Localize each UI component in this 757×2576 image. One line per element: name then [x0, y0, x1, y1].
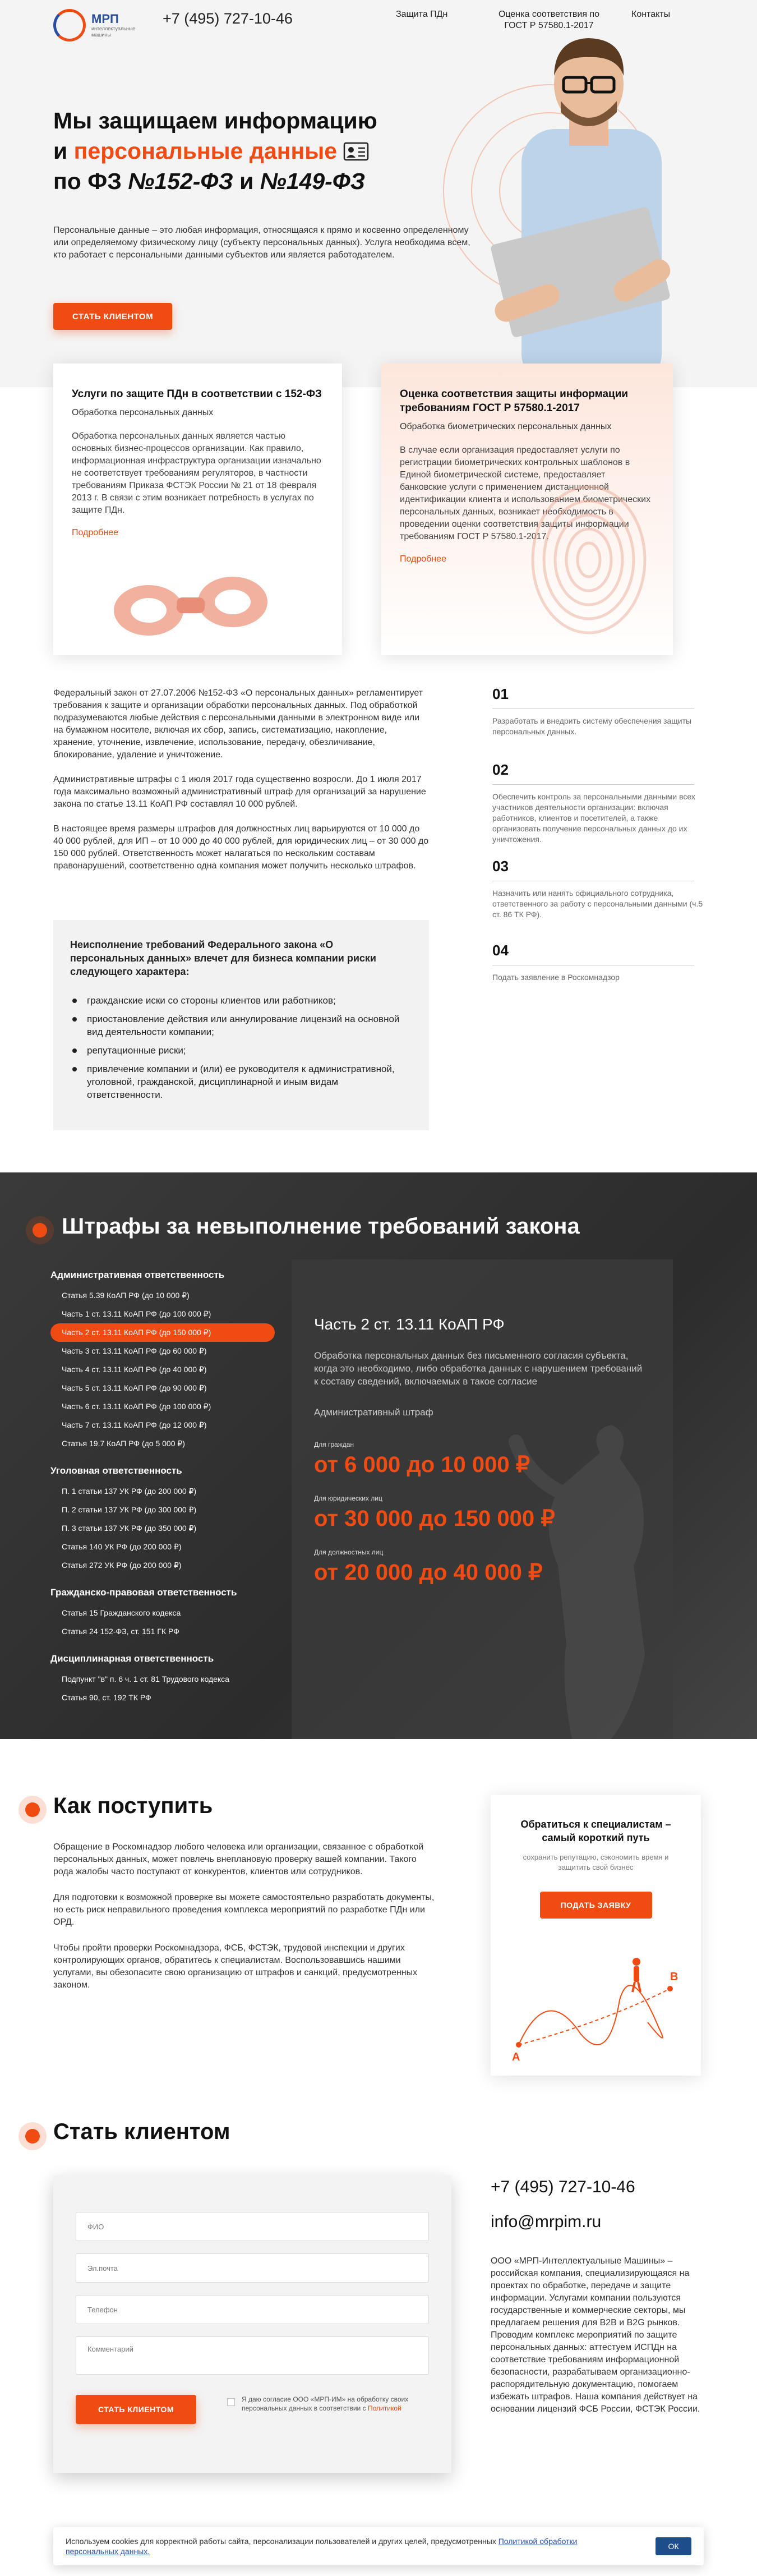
step-item	[492, 858, 705, 942]
cookie-banner	[53, 2527, 704, 2565]
fine-row-value: от 20 000 до 40 000 ₽	[314, 1560, 543, 1585]
card-title: Услуги по защите ПДн в соответствии с 152-ФЗ	[72, 388, 322, 400]
law-paragraph: Административные штрафы с 1 июля 2017 года существенно возросли. До 1 июля 2017 года максимально возможный административный штраф для организаций за нарушение закона по статье 13.11 КоАП РФ составлял 10 000 рублей.	[53, 775, 426, 809]
contact-phone[interactable]: +7 (495) 727-10-46	[491, 2178, 635, 2196]
logo-subtitle: интеллектуальные машины	[91, 26, 136, 38]
fine-item[interactable]: Часть 6 ст. 13.11 КоАП РФ (до 100 000 ₽)	[62, 1402, 211, 1411]
card-title: Оценка соответствия защиты информации требованиям ГОСТ Р 57580.1-2017	[400, 388, 629, 414]
consent-checkbox[interactable]	[227, 2398, 235, 2406]
fine-detail-text: Обработка персональных данных без письменного согласия субъекта, когда это необходимо, либо обработка данных с нарушением требований к составу сведений, включаемых в такое согласие	[314, 1350, 643, 1387]
fines-category: Дисциплинарная ответственность	[50, 1653, 214, 1664]
id-card-icon	[343, 142, 369, 161]
risks-list	[70, 994, 412, 1101]
become-client-button[interactable]: СТАТЬ КЛИЕНТОМ	[53, 303, 172, 330]
step-number: 04	[492, 942, 509, 959]
card-subtitle: Обработка биометрических персональных данных	[400, 422, 612, 431]
section-dot	[25, 1802, 40, 1817]
fine-item[interactable]: Часть 5 ст. 13.11 КоАП РФ (до 90 000 ₽)	[62, 1383, 207, 1392]
fines-category: Гражданско-правовая ответственность	[50, 1587, 237, 1598]
card-more-link[interactable]: Подробнее	[400, 554, 446, 564]
comment-field[interactable]	[76, 2336, 429, 2375]
policy-link[interactable]: Политикой	[367, 2404, 401, 2412]
fine-item[interactable]: Статья 15 Гражданского кодекса	[62, 1608, 181, 1617]
list-item: приостановление действия или аннулирование лицензий на основной вид деятельности компании;	[70, 1013, 412, 1038]
fine-item[interactable]: Подпункт "в" п. 6 ч. 1 ст. 81 Трудового кодекса	[62, 1675, 229, 1683]
law-152: №152-ФЗ	[128, 168, 233, 194]
law-paragraph: Федеральный закон от 27.07.2006 №152-ФЗ «О персональных данных» регламентирует требования к защите и организации обработки персональных данных. Под обработкой подразумеваются любые действия с персональными данными в электронном виде или на бумажном носителе, включая их сбор, запись, систематизацию, накопление, хранение, уточнение, извлечение, использование, передачу, обезличивание, блокирование, удаление и уничтожение.	[53, 688, 423, 760]
fines-section	[0, 1172, 757, 1739]
howto-text	[53, 1841, 435, 1991]
fine-item[interactable]: Статья 90, ст. 192 ТК РФ	[62, 1693, 151, 1702]
point-b-label: В	[670, 1971, 678, 1983]
fine-item[interactable]: Часть 4 ст. 13.11 КоАП РФ (до 40 000 ₽)	[62, 1365, 207, 1374]
logo-title: МРП	[91, 12, 119, 26]
fine-item[interactable]: Статья 272 УК РФ (до 200 000 ₽)	[62, 1561, 182, 1570]
hero-title-line1: Мы защищаем информацию	[53, 108, 377, 134]
client-form	[53, 2175, 451, 2473]
point-a-label: А	[512, 2051, 520, 2063]
fine-item[interactable]: П. 1 статьи 137 УК РФ (до 200 000 ₽)	[62, 1487, 197, 1496]
cookie-text	[66, 2536, 626, 2556]
phone-field[interactable]	[76, 2295, 429, 2324]
specialists-text: сохранить репутацию, сэкономить время и защитить свой бизнес	[523, 1853, 669, 1871]
fine-row-value: от 6 000 до 10 000 ₽	[314, 1452, 530, 1477]
header-phone[interactable]: +7 (495) 727-10-46	[163, 10, 293, 27]
company-about: ООО «МРП-Интеллектуальные Машины» – российская компания, специализирующаяся на проектах по обработке, передаче и защите информации. Услугами компании пользуются государственные и коммерческие секторы, мы предлагаем решения для B2B и B2G рынков. Проводим комплекс мероприятий по защите персональных данных: аттестуем ИСПДн на соответствие требованиям информационной безопасности, разрабатываем организационно-распорядительную документацию, помогаем избежать штрафов. Наша компания действует на основании лицензий ФСБ России, ФСТЭК России.	[491, 2256, 700, 2414]
fines-title: Штрафы за невыполнение требований закона	[62, 1214, 580, 1239]
service-card-gost	[381, 364, 673, 655]
fine-item[interactable]: Часть 7 ст. 13.11 КоАП РФ (до 12 000 ₽)	[62, 1420, 207, 1429]
consent-label: Я даю согласие ООО «МРП-ИМ» на обработку своих персональных данных в соответствии с	[242, 2395, 409, 2412]
law-149: №149-ФЗ	[260, 168, 366, 194]
fine-item[interactable]: Часть 1 ст. 13.11 КоАП РФ (до 100 000 ₽)	[62, 1309, 211, 1318]
list-item: репутационные риски;	[70, 1044, 412, 1057]
fine-row-label: Для должностных лиц	[314, 1548, 384, 1556]
hero-title-and: и	[239, 168, 254, 194]
name-field[interactable]	[76, 2212, 429, 2241]
nav-gost-assessment[interactable]: Оценка соответствия по ГОСТ Р 57580.1-2017	[498, 10, 600, 30]
fine-item-active[interactable]: Часть 2 ст. 13.11 КоАП РФ (до 150 000 ₽)	[50, 1323, 275, 1342]
fine-item[interactable]: П. 2 статьи 137 УК РФ (до 300 000 ₽)	[62, 1505, 197, 1514]
contact-info	[491, 2178, 704, 2416]
fine-row-label: Для граждан	[314, 1441, 354, 1448]
step-divider	[492, 784, 694, 785]
specialists-box	[491, 1795, 701, 2076]
step-text: Назначить или нанять официального сотрудника, ответственного за работу с персональными данными (ч.5 ст. 86 ТК РФ).	[492, 889, 703, 919]
step-number: 01	[492, 686, 509, 702]
handcuffs-illustration	[107, 563, 275, 641]
submit-request-button[interactable]: ПОДАТЬ ЗАЯВКУ	[540, 1892, 652, 1919]
card-subtitle: Обработка персональных данных	[72, 408, 214, 417]
cookie-ok-button[interactable]: ОК	[656, 2537, 691, 2555]
card-more-link[interactable]: Подробнее	[72, 528, 118, 537]
list-item: привлечение компании и (или) ее руководителя к административной, уголовной, гражданской, дисциплинарной и иным видам ответственности.	[70, 1062, 412, 1101]
fine-penalty-label: Административный штраф	[314, 1407, 433, 1418]
hero-title-prefix: и	[53, 138, 68, 164]
fines-category: Административная ответственность	[50, 1269, 225, 1280]
howto-title: Как поступить	[53, 1793, 213, 1818]
contact-email[interactable]: info@mrpim.ru	[491, 2212, 602, 2231]
hero-section	[0, 0, 757, 387]
card-text: Обработка персональных данных является частью основных бизнес-процессов организации. Как правило, информационная инфраструктура организации изначально не соответствует требованиям регуляторов, в частности требованиям Приказа ФСТЭК России № 21 от 18 февраля 2013 г. В связи с этим возникает потребность в услугах по защите ПДн.	[72, 431, 321, 515]
step-text: Обеспечить контроль за персональными данными всех участников деятельности организации: включая работников, клиентов и посетителей, а также организовать получение персональных данных до их уничтожения.	[492, 792, 695, 844]
logo[interactable]	[53, 9, 135, 42]
steps-list	[492, 686, 705, 983]
email-field[interactable]	[76, 2253, 429, 2283]
section-dot	[25, 2129, 40, 2143]
hero-title	[53, 105, 457, 196]
hero-description: Персональные данные – это любая информация, относящаяся к прямо и косвенно определенному или определяемому физическому лицу (субъекту персональных данных). Услуга необходима всем, кто работает с персональными данными субъектов или является работодателем.	[53, 226, 470, 260]
submit-client-button[interactable]: СТАТЬ КЛИЕНТОМ	[76, 2395, 196, 2424]
fine-row-label: Для юридических лиц	[314, 1494, 382, 1502]
hero-title-line3: по ФЗ	[53, 168, 122, 194]
law-text-block	[53, 687, 429, 872]
fine-item[interactable]: Статья 24 152-ФЗ, ст. 151 ГК РФ	[62, 1627, 179, 1636]
hero-title-accent: персональные данные	[73, 138, 338, 164]
consent-text	[242, 2395, 421, 2413]
fines-menu	[50, 1269, 286, 1707]
specialists-title: Обратиться к специалистам – самый короткий путь	[520, 1819, 671, 1843]
fine-item[interactable]: Часть 3 ст. 13.11 КоАП РФ (до 60 000 ₽)	[62, 1346, 207, 1355]
step-item	[492, 686, 705, 761]
step-item	[492, 761, 705, 858]
service-card-pdn	[53, 364, 342, 655]
step-item	[492, 942, 705, 983]
section-dot	[33, 1223, 47, 1238]
fine-item[interactable]: П. 3 статьи 137 УК РФ (до 350 000 ₽)	[62, 1524, 197, 1533]
step-text: Подать заявление в Роскомнадзор	[492, 973, 620, 982]
fine-row-value: от 30 000 до 150 000 ₽	[314, 1506, 555, 1531]
fingerprint-illustration	[521, 476, 656, 644]
person-with-laptop-illustration	[482, 22, 695, 387]
law-paragraph: В настоящее время размеры штрафов для должностных лиц варьируются от 10 000 до 40 000 рублей, для ИП – от 10 000 до 40 000 рублей, для юридических лиц – от 30 000 до 150 000 рублей. Ответственность может налагаться по нескольким составам правонарушений, соответственно одна компания может получить несколько штрафов.	[53, 824, 429, 871]
fines-category: Уголовная ответственность	[50, 1465, 182, 1476]
cookie-policy-link[interactable]: Политикой обработки персональных данных.	[66, 2537, 578, 2556]
step-text: Разработать и внедрить систему обеспечения защиты персональных данных.	[492, 716, 692, 736]
fine-item[interactable]: Статья 5.39 КоАП РФ (до 10 000 ₽)	[62, 1291, 190, 1300]
fine-detail-panel	[292, 1259, 673, 1739]
client-title: Стать клиентом	[53, 2119, 230, 2144]
nav-pdn-protection[interactable]: Защита ПДн	[396, 10, 448, 19]
risks-title: Неисполнение требований Федерального закона «О персональных данных» влечет для бизнеса компании риски следующего характера:	[70, 939, 376, 977]
risks-box	[53, 920, 429, 1130]
path-a-to-b-illustration	[502, 1938, 690, 2067]
step-number: 03	[492, 858, 509, 875]
card-text: В случае если организация предоставляет услуги по регистрации биометрических контрольных шаблонов в Единой биометрической системе, предоставляет банковские услуги с применением дистанционной идентификации клиента и использованием биометрических персональных данных, возникает необходимость в проведении оценки соответствия защиты информации требованиям ГОСТ Р 57580.1-2017.	[400, 445, 651, 541]
howto-paragraph: Обращение в Роскомнадзор любого человека или организации, связанное с обработкой персональных данных, может повлечь внеплановую проверку вашей компании. Такого рода жалобы часто поступают от конкурентов, клиентов или сотрудников.	[53, 1842, 424, 1876]
fine-detail-title: Часть 2 ст. 13.11 КоАП РФ	[314, 1315, 505, 1333]
list-item: гражданские иски со стороны клиентов или работников;	[70, 994, 412, 1007]
cookie-label: Используем cookies для корректной работы сайта, персонализации пользователей и других целей, предусмотренных	[66, 2537, 496, 2546]
fine-item[interactable]: Статья 140 УК РФ (до 200 000 ₽)	[62, 1542, 182, 1551]
step-number: 02	[492, 761, 509, 778]
howto-paragraph: Чтобы пройти проверки Роскомнадзора, ФСБ, ФСТЭК, трудовой инспекции и других контролирующих органов, обратитесь к специалистам. Воспользовавшись нашими услугами, вы обезопасите свою организацию от штрафов и санкций, предусмотренных законом.	[53, 1943, 418, 1990]
logo-mark	[53, 9, 86, 42]
fine-item[interactable]: Статья 19.7 КоАП РФ (до 5 000 ₽)	[62, 1439, 185, 1448]
nav-contacts[interactable]: Контакты	[631, 10, 671, 19]
howto-paragraph: Для подготовки к возможной проверке вы можете самостоятельно разработать документы, но есть риск неправильного проведения комплекса мероприятий по разработке ПДн или ОРД.	[53, 1893, 435, 1927]
